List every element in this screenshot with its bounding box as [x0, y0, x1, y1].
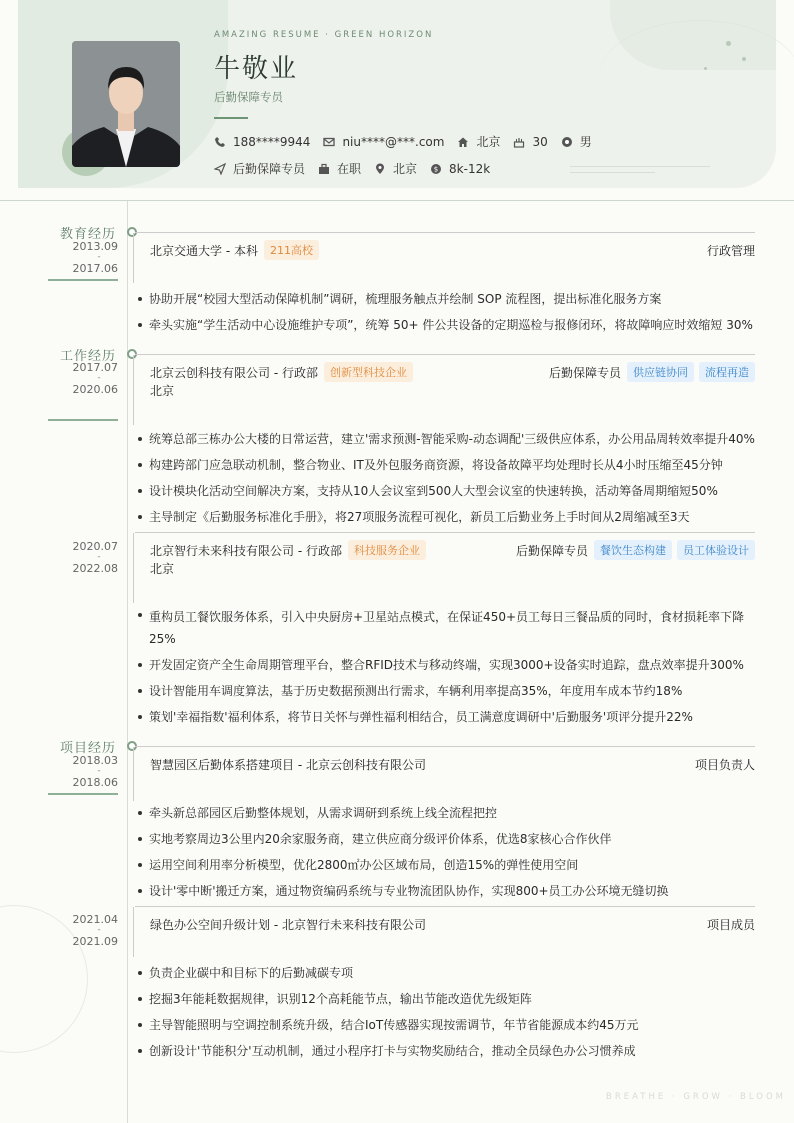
education-date: 2013.09 - 2017.06: [72, 240, 118, 275]
company-dept: 北京智行未来科技有限公司 - 行政部: [150, 543, 342, 558]
entry-side-line: [133, 233, 134, 283]
entry-top-line: [135, 354, 755, 355]
gender-icon: [561, 136, 573, 148]
company-tag: 科技服务企业: [348, 540, 426, 560]
timeline-axis: [127, 201, 128, 1123]
entry-side-line: [133, 355, 134, 425]
project-name: 智慧园区后勤体系搭建项目 - 北京云创科技有限公司: [150, 758, 426, 772]
project-role: 项目成员: [706, 918, 755, 932]
entry-top-line: [135, 746, 755, 747]
entry-side-line: [133, 907, 134, 957]
list-item: 开发固定资产全生命周期管理平台，整合RFID技术与移动终端，实现3000+设备实时追踪，盘点效率提升300%: [138, 652, 756, 678]
list-item: 统筹总部三栋办公大楼的日常运营，建立'需求预测-智能采购-动态调配'三级供应体系，办公用品周转效率提升40%: [138, 426, 756, 452]
header-line-decoration: [570, 172, 655, 173]
position: 后勤保障专员: [548, 365, 621, 380]
list-item: 设计'零中断'搬迁方案，通过物资编码系统与专业物流团队协作，实现800+员工办公环境无缝切换: [138, 878, 756, 904]
header-line-decoration: [570, 166, 710, 167]
project-entry-header: [150, 916, 755, 933]
svg-text:$: $: [433, 165, 439, 173]
dot-decoration: [726, 41, 731, 46]
header-divider: [0, 200, 794, 201]
list-item: 运用空间利用率分析模型，优化2800㎡办公区域布局，创造15%的弹性使用空间: [138, 852, 756, 878]
work-date: 2020.07 - 2022.08: [72, 540, 118, 575]
list-item: 主导制定《后勤服务标准化手册》，将27项服务流程可视化，新员工后勤业务上手时间从2周缩减至3天: [138, 504, 756, 530]
resume-tagline: AMAZING RESUME · GREEN HORIZON: [214, 30, 434, 40]
list-item: 牵头实施“学生活动中心设施维护专项”，统筹 50+ 件公共设备的定期巡检与报修闭环，将故障响应时效缩短 30%: [138, 312, 756, 338]
dot-decoration: [704, 67, 707, 70]
skill-tag: 供应链协同: [627, 362, 694, 382]
entry-top-line: [135, 906, 755, 907]
list-item: 创新设计'节能积分'互动机制，通过小程序打卡与实物奖励结合，推动全员绿色办公习惯养成: [138, 1038, 756, 1064]
dot-decoration: [742, 57, 746, 61]
job-title: 后勤保障专员: [214, 90, 283, 104]
work-date: 2017.07 - 2020.06: [72, 361, 118, 396]
education-bullets: [138, 286, 756, 338]
contact-info-row: [214, 133, 605, 150]
email-item: niu****@***.com: [323, 135, 444, 149]
age-item: 30: [513, 135, 547, 149]
section-underline: [48, 279, 118, 281]
salary-item: $ 8k-12k: [430, 162, 490, 176]
gender-item: 男: [561, 133, 592, 150]
project-role: 项目负责人: [694, 758, 755, 772]
list-item: 牵头新总部园区后勤整体规划，从需求调研到系统上线全流程把控: [138, 800, 756, 826]
entry-top-line: [135, 532, 755, 533]
phone-icon: [214, 136, 226, 148]
project-bullets: [138, 800, 756, 904]
section-underline: [48, 793, 118, 795]
list-item: 设计智能用车调度算法，基于历史数据预测出行需求，车辆利用率提高35%，年度用车成本节约18%: [138, 678, 756, 704]
send-icon: [214, 163, 226, 175]
list-item: 主导智能照明与空调控制系统升级，结合IoT传感器实现按需调节，年节省能源成本约45万元: [138, 1012, 756, 1038]
mail-icon: [323, 136, 335, 148]
intended-position-item: 后勤保障专员: [214, 160, 305, 177]
major: 行政管理: [706, 243, 755, 258]
work-location: 北京: [150, 384, 175, 398]
intended-city-item: 北京: [374, 160, 417, 177]
school-degree: 北京交通大学 - 本科: [150, 243, 258, 258]
list-item: 重构员工餐饮服务体系，引入中央厨房+卫星站点模式，在保证450+员工每日三餐品质的同时，食材损耗率下降25%: [138, 604, 756, 652]
status-item: 在职: [318, 160, 361, 177]
phone-item: 188****9944: [214, 135, 310, 149]
job-intention-row: [214, 160, 503, 177]
list-item: 协助开展“校园大型活动保障机制”调研，梳理服务触点并绘制 SOP 流程图，提出标准化服务方案: [138, 286, 756, 312]
candidate-name: 牛敬业: [214, 54, 299, 84]
skill-tag: 员工体验设计: [677, 540, 755, 560]
project-entry-header: [150, 756, 755, 773]
work-location: 北京: [150, 562, 175, 576]
work-bullets: [138, 426, 756, 530]
location-icon: [374, 163, 386, 175]
list-item: 构建跨部门应急联动机制，整合物业、IT及外包服务商资源，将设备故障平均处理时长从4小时压缩至45分钟: [138, 452, 756, 478]
position: 后勤保障专员: [515, 543, 588, 558]
project-bullets: [138, 960, 756, 1064]
cake-icon: [513, 136, 525, 148]
hometown-item: 北京: [457, 133, 500, 150]
work-bullets: [138, 604, 756, 730]
entry-side-line: [133, 533, 134, 603]
entry-side-line: [133, 747, 134, 801]
section-title-projects: 项目经历: [59, 741, 116, 756]
company-dept: 北京云创科技有限公司 - 行政部: [150, 365, 318, 380]
arc-decoration: [600, 20, 794, 131]
list-item: 负责企业碳中和目标下的后勤减碳专项: [138, 960, 756, 986]
skill-tag: 流程再造: [699, 362, 755, 382]
school-tag: 211高校: [264, 240, 319, 260]
money-icon: [430, 163, 442, 175]
project-date: 2018.03 - 2018.06: [72, 754, 118, 789]
work-entry-header: [150, 362, 755, 382]
skill-tag: 餐饮生态构建: [594, 540, 672, 560]
project-date: 2021.04 - 2021.09: [72, 913, 118, 948]
avatar: [72, 41, 180, 167]
home-icon: [457, 136, 469, 148]
section-title-work: 工作经历: [59, 349, 116, 364]
section-underline: [48, 419, 118, 421]
list-item: 设计模块化活动空间解决方案，支持从10人会议室到500人大型会议室的快速转换，活动筹备周期缩短50%: [138, 478, 756, 504]
work-entry-header: [150, 540, 755, 560]
accent-divider: [214, 117, 248, 119]
list-item: 挖掘3年能耗数据规律，识别12个高耗能节点，输出节能改造优先级矩阵: [138, 986, 756, 1012]
section-title-education: 教育经历: [59, 227, 116, 242]
briefcase-icon: [318, 163, 330, 175]
list-item: 策划'幸福指数'福利体系，将节日关怀与弹性福利相结合，员工满意度调研中'后勤服务'项评分提升22%: [138, 704, 756, 730]
company-tag: 创新型科技企业: [324, 362, 413, 382]
project-name: 绿色办公空间升级计划 - 北京智行未来科技有限公司: [150, 918, 426, 932]
education-entry-header: [150, 240, 755, 260]
entry-top-line: [135, 232, 755, 233]
footer-slogan: BREATHE · GROW · BLOOM: [606, 1092, 786, 1102]
list-item: 实地考察周边3公里内20余家服务商，建立供应商分级评价体系，优选8家核心合作伙伴: [138, 826, 756, 852]
